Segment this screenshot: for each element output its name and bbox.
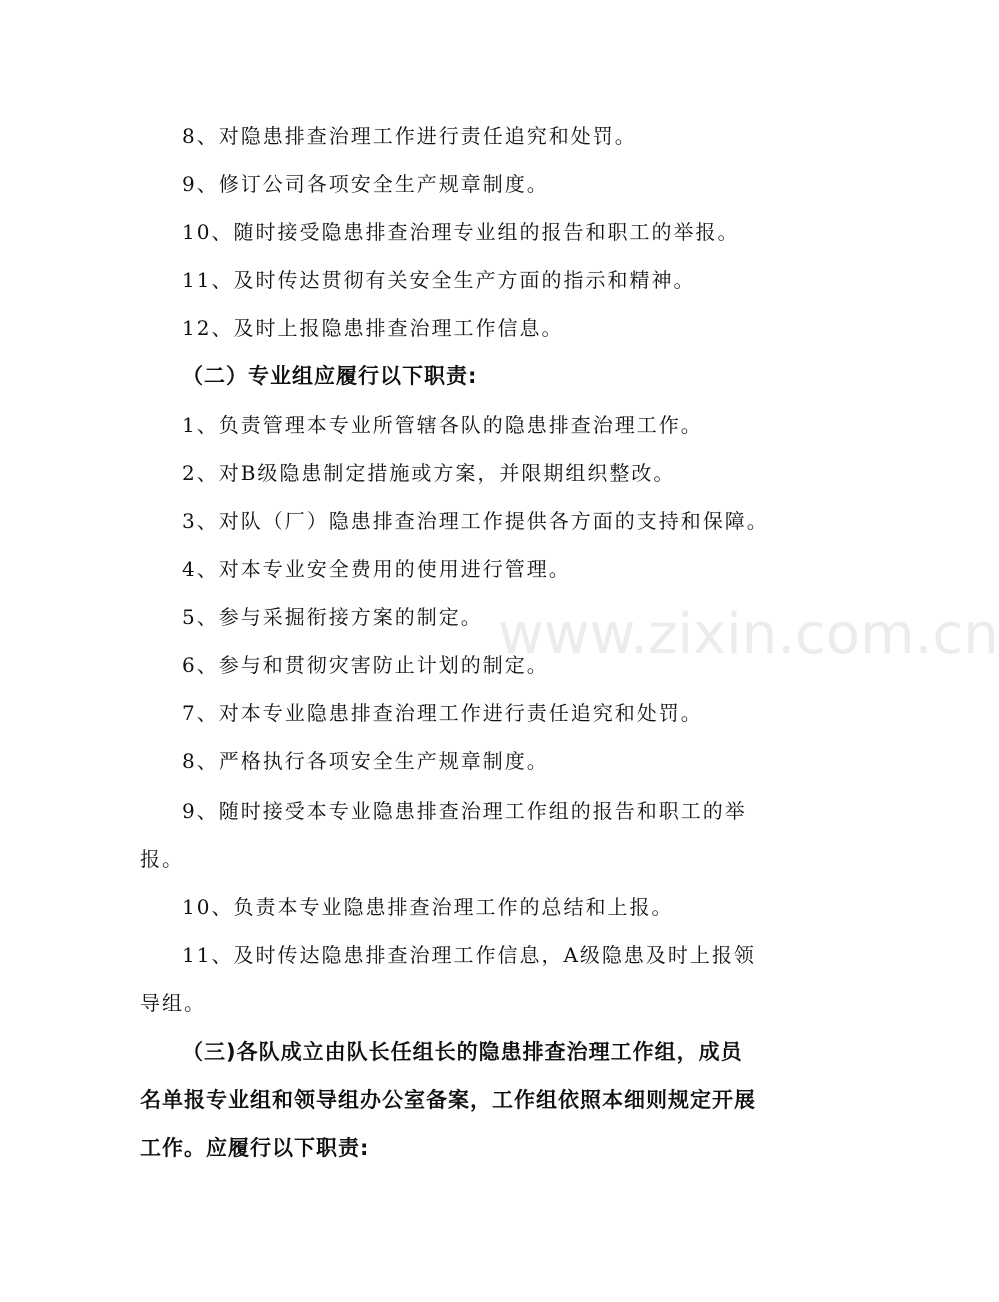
list-item: 11、及时传达贯彻有关安全生产方面的指示和精神。 xyxy=(182,268,696,292)
list-item: 4、对本专业安全费用的使用进行管理。 xyxy=(182,557,571,581)
list-item: 1、负责管理本专业所管辖各队的隐患排查治理工作。 xyxy=(182,413,703,437)
list-item-continuation: 报。 xyxy=(140,847,184,871)
section-heading-3-continuation: 工作。应履行以下职责: xyxy=(140,1136,370,1160)
list-item: 3、对队（厂）隐患排查治理工作提供各方面的支持和保障。 xyxy=(182,509,769,533)
section-heading-2: （二）专业组应履行以下职责: xyxy=(182,364,478,388)
list-item: 7、对本专业隐患排查治理工作进行责任追究和处罚。 xyxy=(182,701,703,725)
section-heading-3-continuation: 名单报专业组和领导组办公室备案，工作组依照本细则规定开展 xyxy=(140,1088,756,1112)
list-item: 2、对B级隐患制定措施或方案，并限期组织整改。 xyxy=(182,461,676,485)
list-item: 9、修订公司各项安全生产规章制度。 xyxy=(182,172,549,196)
list-item: 11、及时传达隐患排查治理工作信息，A级隐患及时上报领 xyxy=(182,943,756,967)
list-item-continuation: 导组。 xyxy=(140,991,206,1015)
list-item: 10、随时接受隐患排查治理专业组的报告和职工的举报。 xyxy=(182,220,740,244)
list-item: 5、参与采掘衔接方案的制定。 xyxy=(182,605,483,629)
list-item: 12、及时上报隐患排查治理工作信息。 xyxy=(182,316,564,340)
section-heading-3: （三)各队成立由队长任组长的隐患排查治理工作组，成员 xyxy=(182,1040,743,1064)
list-item: 10、负责本专业隐患排查治理工作的总结和上报。 xyxy=(182,895,674,919)
watermark: www.zixin.com.cn xyxy=(498,602,999,667)
list-item: 8、严格执行各项安全生产规章制度。 xyxy=(182,749,549,773)
list-item: 8、对隐患排查治理工作进行责任追究和处罚。 xyxy=(182,124,637,148)
list-item: 6、参与和贯彻灾害防止计划的制定。 xyxy=(182,653,549,677)
list-item: 9、随时接受本专业隐患排查治理工作组的报告和职工的举 xyxy=(182,799,747,823)
